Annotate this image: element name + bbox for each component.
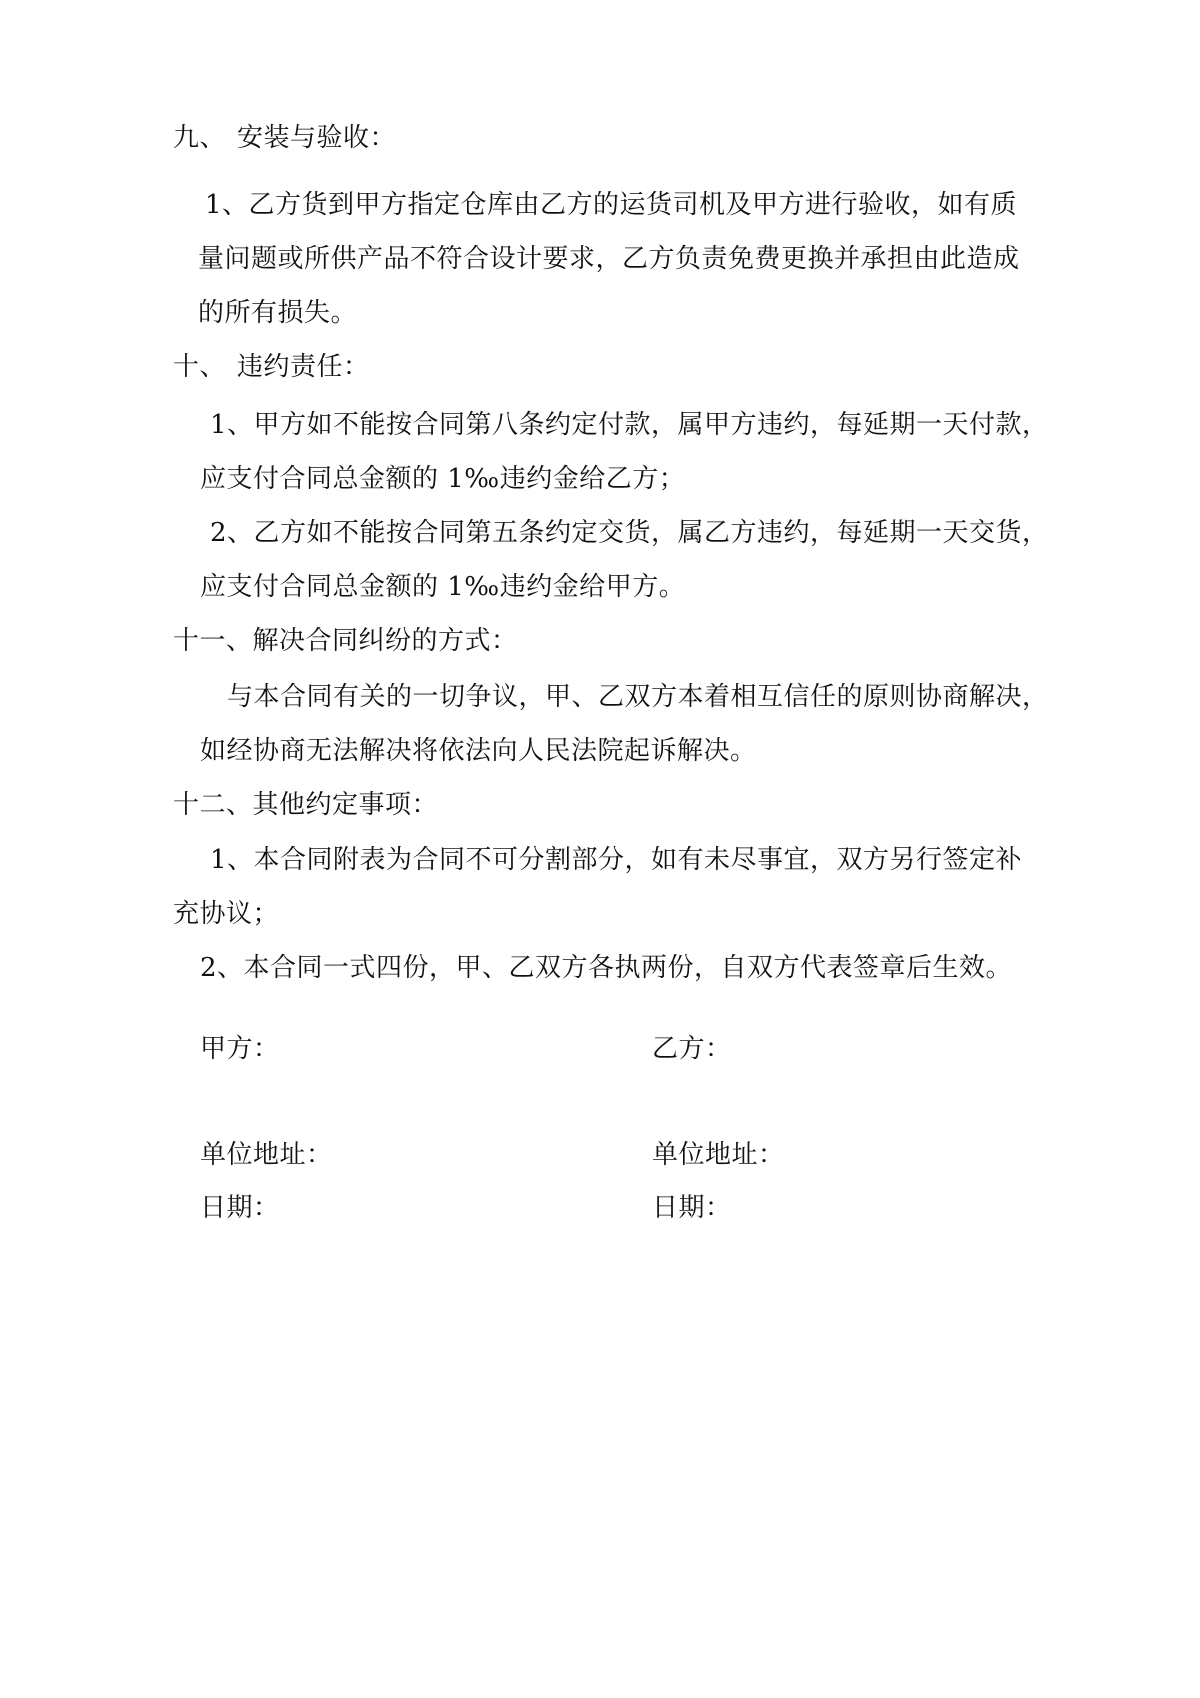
section-10-title: 违约责任： [237,352,370,382]
party-a-label: 甲方： [200,1034,280,1064]
section-9-heading [173,123,396,153]
section-10-p1-line1: 1、甲方如不能按合同第八条约定付款，属甲方违约，每延期一天付款， [210,410,1049,440]
section-9-p1-line2: 量问题或所供产品不符合设计要求，乙方负责免费更换并承担由此造成 [198,244,1020,274]
section-9-number: 九、 [173,123,227,153]
section-10-p1-line2: 应支付合同总金额的 1‰违约金给乙方； [200,464,686,494]
party-b-address-label: 单位地址： [652,1140,785,1170]
section-9-p1-line3: 的所有损失。 [198,298,358,328]
section-12-p1-line2: 充协议； [173,899,280,929]
party-b-date-label: 日期： [652,1193,732,1223]
party-a-date-label: 日期： [200,1193,280,1223]
section-11-p1-line1: 与本合同有关的一切争议，甲、乙双方本着相互信任的原则协商解决， [227,682,1049,712]
section-9-title: 安装与验收： [237,123,397,153]
section-10-p2-line2: 应支付合同总金额的 1‰违约金给甲方。 [200,572,686,602]
section-10-number: 十、 [173,352,227,382]
section-9-p1-line1: 1、乙方货到甲方指定仓库由乙方的运货司机及甲方进行验收，如有质 [205,190,1018,220]
section-12-p2: 2、本合同一式四份，甲、乙双方各执两份，自双方代表签章后生效。 [200,953,1013,983]
section-11-heading: 十一、解决合同纠纷的方式： [173,626,518,656]
party-a-address-label: 单位地址： [200,1140,333,1170]
section-10-p2-line1: 2、乙方如不能按合同第五条约定交货，属乙方违约，每延期一天交货， [210,518,1049,548]
party-b-label: 乙方： [652,1034,732,1064]
section-12-heading: 十二、其他约定事项： [173,790,439,820]
section-12-p1-line1: 1、本合同附表为合同不可分割部分，如有未尽事宜，双方另行签定补 [210,845,1023,875]
section-10-heading [173,352,370,382]
section-11-p1-line2: 如经协商无法解决将依法向人民法院起诉解决。 [200,736,757,766]
